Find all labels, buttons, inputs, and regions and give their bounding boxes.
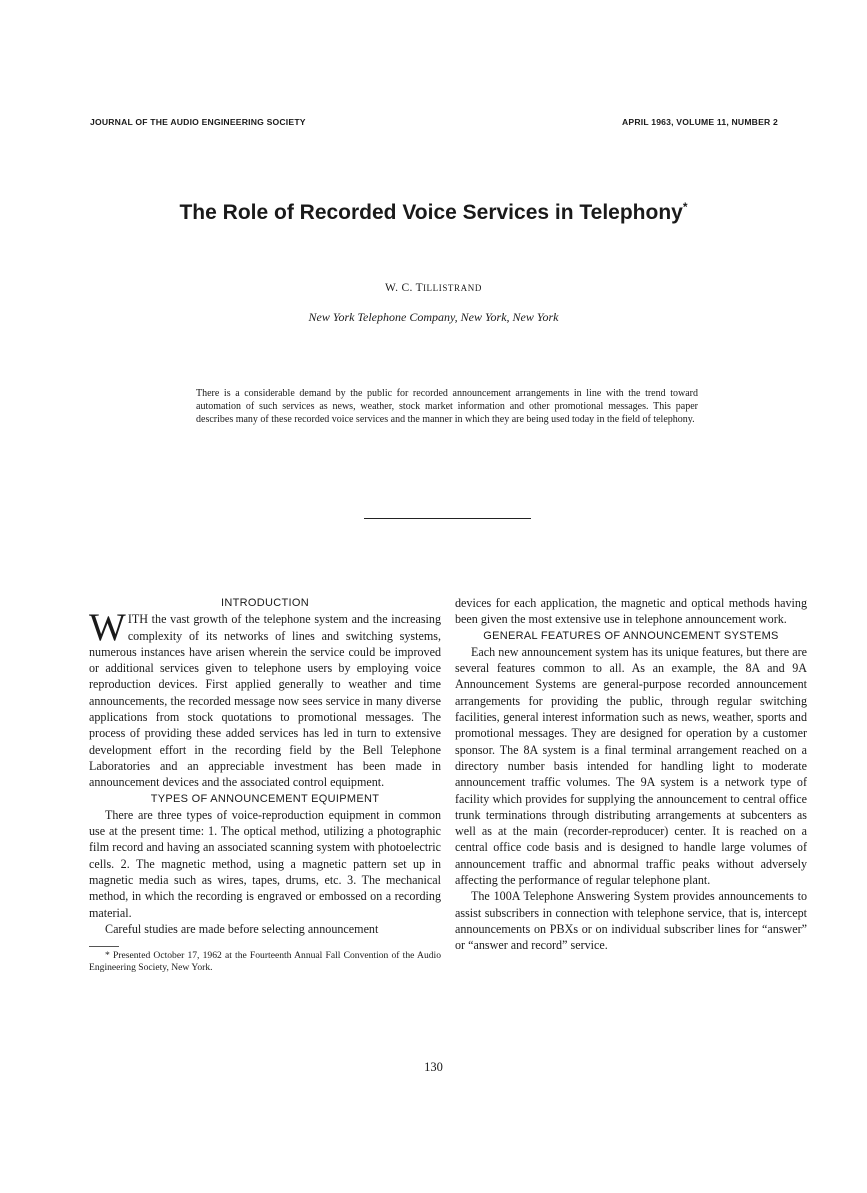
section-heading-types: TYPES OF ANNOUNCEMENT EQUIPMENT [150, 792, 380, 805]
right-column [455, 595, 807, 954]
footnote-rule [89, 946, 119, 947]
abstract: There is a considerable demand by the public for recorded announcement arrangements in line with the trend toward automation of such services as news, weather, stock market information and other promotional messages. This paper describes many of these recorded voice services and the manner in which they are being used today in the field of telephony. [196, 388, 698, 426]
introduction-text: ITH the vast growth of the telephone system and the increasing complexity of its networks of lines and switching systems, numerous instances have arisen wherein the service could be improved or additional services given to telephone users by employing voice reproduction devices. First applied generally to weather and time announcements, the recorded message now sees service in many diverse applications from stock quotations to promotional messages. The process of providing these added services has led in turn to extensive development effort in the recording field by the Bell Telephone Laboratories and an appreciable investment has been made in announcement devices and the associated control equipment. [89, 612, 441, 790]
general-paragraph-2: The 100A Telephone Answering System provides announcements to assist subscribers in connection with telephone service, that is, intercept announcements on PBXs or on individual subscriber lines for “answer” or “answer and record” service. [455, 889, 807, 953]
section-heading-introduction: INTRODUCTION [221, 597, 309, 609]
author [0, 282, 867, 294]
section-divider [364, 518, 531, 519]
continuation-paragraph: devices for each application, the magnetic and optical methods having been given the most extensive use in telephone announcement work. [455, 596, 807, 627]
issue-info: APRIL 1963, VOLUME 11, NUMBER 2 [622, 117, 778, 127]
paper-title [0, 200, 867, 225]
left-column [89, 595, 441, 974]
general-paragraph-1: Each new announcement system has its unique features, but there are several features common to all. As an example, the 8A and 9A Announcement Systems are general-purpose recorded announcement arrangements for providing the public, through regular switching facilities, general interest information such as news, weather, sports and promotional messages. They are designed for operation by a customer sponsor. The 8A system is a final terminal arrangement reached on a directory number basis intended for handling light to moderate announcement traffic volumes. The 9A system is a network type of facility which provides for supplying the announcement to central office trunk terminations through distributing arrangements at subcenters as well as at the main (recorder-reproducer) center. It is reached on a central office code basis and is designed to handle large volumes of announcement traffic and abnormal traffic peaks without adversely affecting the performance of regular telephone plant. [455, 644, 807, 888]
drop-cap: W [89, 606, 126, 650]
page-number: 130 [424, 1060, 443, 1074]
journal-name: JOURNAL OF THE AUDIO ENGINEERING SOCIETY [90, 117, 306, 127]
paper-title-text: The Role of Recorded Voice Services in Telephony [179, 201, 683, 224]
footnote: * Presented October 17, 1962 at the Fourteenth Annual Fall Convention of the Audio Engineering Society, New York. [89, 950, 441, 974]
title-footnote-mark: * [682, 200, 688, 214]
introduction-paragraph [89, 606, 441, 790]
affiliation: New York Telephone Company, New York, New York [308, 310, 559, 324]
section-heading-general: GENERAL FEATURES OF ANNOUNCEMENT SYSTEMS [483, 629, 779, 642]
types-paragraph-2: Careful studies are made before selecting announcement [105, 921, 379, 936]
types-paragraph-1: There are three types of voice-reproduction equipment in common use at the present time: 1. The optical method, utilizing a photographic film record and having an associated scanning system with photoelectric cells. 2. The magnetic method, using a magnetic pattern set up in magnetic media such as wires, tapes, drums, etc. 3. The mechanical method, in which the recording is engraved or embossed on a recording material. [89, 807, 441, 920]
author-surname: ILLISTRAND [422, 283, 482, 293]
author-initials: W. C. T [385, 282, 423, 294]
